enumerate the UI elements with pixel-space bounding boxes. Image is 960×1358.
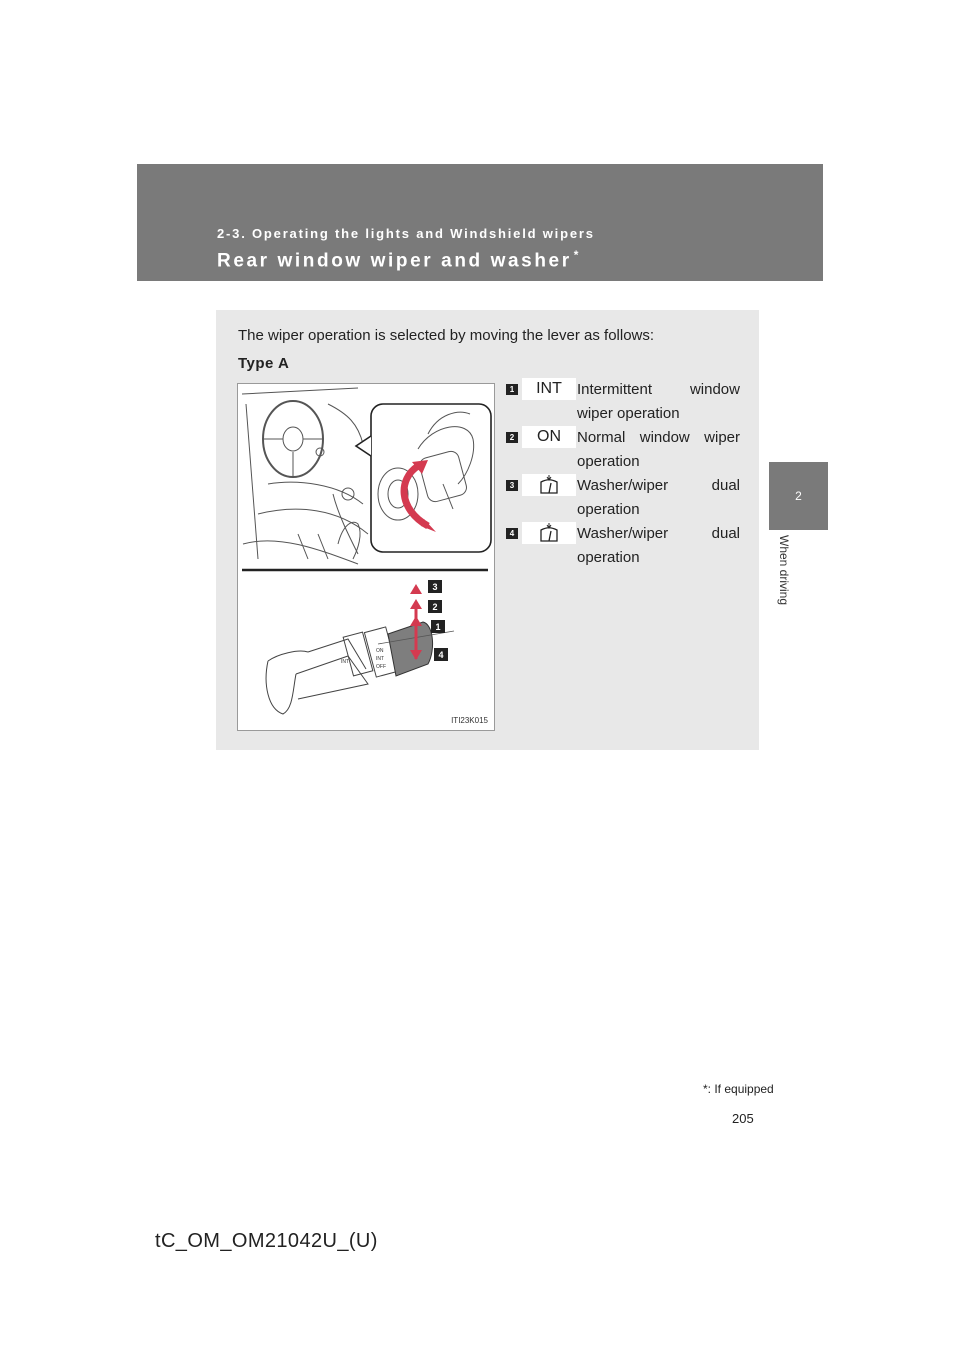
position-badge-2-text: 2 (432, 602, 438, 612)
item-number-badge: 4 (506, 528, 518, 539)
section-title: 2-3. Operating the lights and Windshield wipers (217, 226, 595, 241)
footnote-text: : If equipped (707, 1082, 774, 1096)
lever-mark-int-stalk: INT (341, 659, 350, 665)
callout-pointer (356, 436, 371, 456)
chapter-tab-label-text: When driving (777, 535, 791, 606)
washer-wiper-icon (522, 474, 576, 496)
lever-drawing (266, 627, 397, 714)
item-number-badge: 3 (506, 480, 518, 491)
type-label: Type A (238, 355, 290, 372)
washer-wiper-icon-graphic (537, 522, 561, 544)
lever-mark-labels (341, 648, 386, 670)
intro-text: The wiper operation is selected by moving the lever as follows: (238, 327, 655, 344)
wiper-lever-figure (237, 383, 495, 731)
footnote (703, 1082, 774, 1096)
item-number-badge: 1 (506, 384, 518, 395)
item-description: Normal window wiper operation (577, 429, 740, 470)
mode-label-int: INT (522, 378, 576, 400)
position-badge-1-text: 1 (435, 622, 441, 632)
lever-mark-int: INT (376, 656, 385, 662)
equipped-mark: * (573, 248, 579, 262)
chapter-tab-label (775, 535, 795, 635)
chapter-tab: 2 (769, 462, 828, 530)
lever-mark-on: ON (376, 648, 384, 654)
lever-mark-off: OFF (376, 664, 386, 670)
washer-wiper-icon (522, 522, 576, 544)
document-code: tC_OM_OM21042U_(U) (155, 1230, 378, 1252)
item-description: Intermittent window wiper operation (577, 381, 740, 422)
item-description: Washer/wiper dual operation (577, 477, 740, 518)
page-title (217, 248, 578, 272)
page-number: 205 (732, 1111, 754, 1126)
dashboard-drawing (242, 388, 368, 564)
lever-knob (388, 622, 433, 676)
footnote-mark: * (703, 1082, 708, 1096)
item-description: Washer/wiper dual operation (577, 525, 740, 566)
figure-code: ITI23K015 (451, 716, 488, 725)
page-title-text: Rear window wiper and washer (217, 250, 572, 272)
chapter-header (137, 164, 823, 281)
position-badge-4-text: 4 (438, 650, 444, 660)
content-panel (216, 310, 759, 750)
position-arrow-heads-up (410, 584, 422, 626)
wiper-lever-illustration (238, 384, 494, 730)
item-number-badge: 2 (506, 432, 518, 443)
washer-wiper-icon-graphic (537, 474, 561, 496)
mode-label-on: ON (522, 426, 576, 448)
position-badge-3-text: 3 (432, 582, 438, 592)
